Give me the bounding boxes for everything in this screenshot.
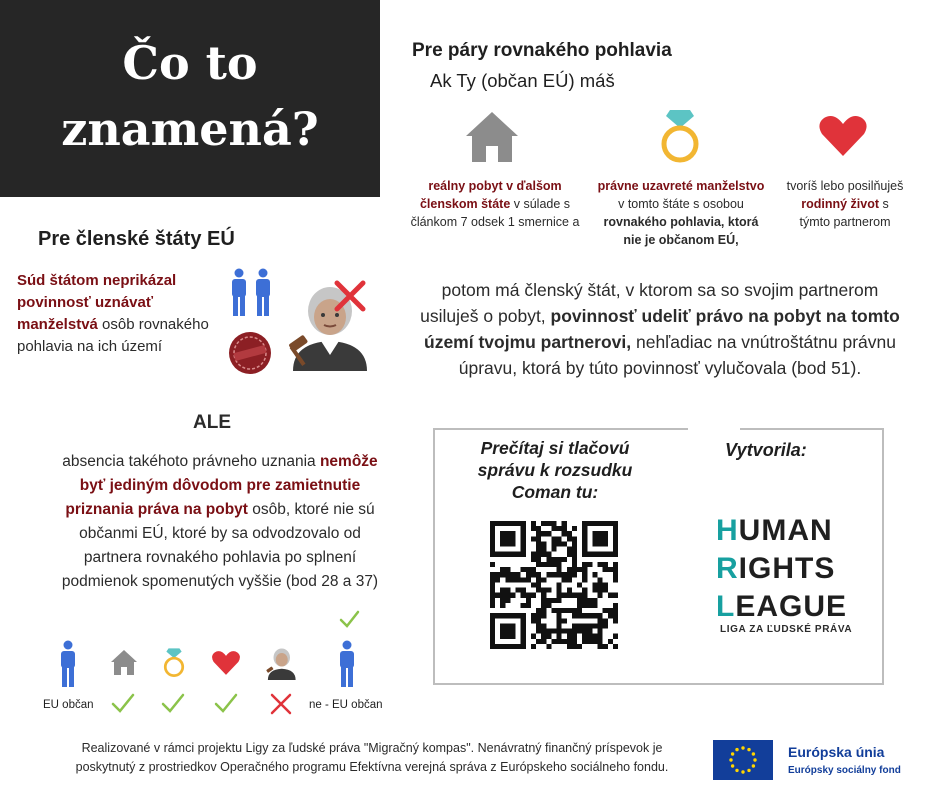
court-statement [17, 270, 217, 358]
pairs-subheading: Ak Ty (občan EÚ) máš [430, 70, 615, 91]
ring-icon-small [162, 646, 186, 678]
non-eu-citizen-label: ne - EU občan [309, 699, 383, 711]
person-icon-non-eu [337, 640, 357, 688]
consequence-bold: povinnosť udeliť právo na pobyt na tomto území tvojmu partnerovi, [424, 306, 900, 352]
condition-family-life [785, 177, 905, 231]
condition-marriage-text: v tomto štáte s osobou [618, 197, 744, 211]
stamp-icon [228, 331, 272, 375]
eu-name: Európska únia [788, 744, 885, 760]
check-icon-top [338, 608, 360, 630]
pairs-heading: Pre páry rovnakého pohlavia [412, 40, 672, 61]
footer-line-2: poskytnutý z prostriedkov Operačného programu Efektívna verejná správa z Európskeho sociálneho fondu. [75, 760, 669, 774]
condition-residence-text: v súlade s článkom 7 odsek 1 smernice a [410, 197, 580, 229]
condition-family-text: s týmto partnerom [799, 197, 891, 229]
heart-icon-small [211, 650, 241, 676]
box-gap [688, 424, 740, 432]
hrl-logo [716, 512, 847, 626]
cross-icon-small [268, 691, 294, 717]
house-icon-small [110, 648, 138, 676]
eu-star [735, 748, 738, 751]
hrl-line-3: LEAGUE [716, 590, 848, 623]
footer-line-1: Realizované v rámci projektu Ligy za ľudské práva "Migračný kompas". Nenávratný finančný príspevok je [81, 741, 663, 755]
hrl-line-1: HUMAN [716, 514, 833, 547]
ale-text-pre: absencia takéhoto právneho uznania [62, 453, 316, 470]
condition-family-pre: tvoríš lebo posilňuješ [786, 179, 904, 193]
eu-star [747, 748, 750, 751]
check-icon-1 [110, 691, 136, 715]
check-icon-2 [160, 691, 186, 715]
eu-star [753, 758, 756, 761]
title-line-2: znamená? [61, 102, 319, 156]
consequence-text [420, 277, 900, 381]
press-release-label: Prečítaj si tlačovú správu k rozsudku Coman tu: [477, 438, 633, 502]
eu-citizen-label: EU občan [43, 699, 94, 711]
eu-star [741, 746, 744, 749]
two-persons-icon [228, 268, 276, 318]
ale-body [50, 450, 390, 594]
cross-icon [332, 278, 368, 314]
condition-residence [410, 177, 580, 231]
ale-text-post: osôb, ktoré nie sú občanmi EÚ, ktoré by sa odvodzovalo od partnera rovnakého pohlavia po splnení podmienok spomenutých vyššie (bod 28 a 37) [61, 501, 379, 590]
title-line-1: Čo to [122, 36, 258, 90]
house-icon [464, 108, 520, 164]
footer-text [38, 739, 706, 777]
eu-star [731, 752, 734, 755]
eu-star [729, 758, 732, 761]
check-icon-3 [213, 691, 239, 715]
court-rest: osôb rovnakého pohlavia na ich území [17, 316, 209, 355]
condition-residence-bold: reálny pobyt v ďalšom členskom štáte [419, 179, 562, 211]
consequence-pre: potom má členský štát, v ktorom sa so svojim partnerom usiluješ o pobyt, [420, 280, 879, 326]
page-title [0, 30, 380, 162]
condition-family-bold: rodinný život [801, 197, 880, 211]
condition-marriage-bold: právne uzavreté manželstvo [597, 179, 765, 193]
condition-marriage [596, 177, 766, 249]
hrl-subtitle: LIGA ZA ĽUDSKÉ PRÁVA [720, 624, 853, 635]
eu-flag-icon [713, 740, 773, 780]
hrl-line-2: RIGHTS [716, 552, 836, 585]
consequence-post: nehľadiac na vnútroštátnu právnu úpravu, ktorá by túto povinnosť vylučovala (bod 51). [458, 332, 896, 378]
condition-marriage-bold-2: rovnakého pohlavia, ktorá nie je občanom EÚ, [603, 215, 759, 247]
ale-heading: ALE [193, 412, 231, 433]
members-heading: Pre členské štáty EÚ [38, 228, 235, 250]
eu-star [735, 769, 738, 772]
ring-icon [658, 106, 702, 164]
person-icon-eu [58, 640, 78, 688]
eu-star [731, 764, 734, 767]
heart-icon [818, 114, 868, 158]
court-bold: Súd štátom neprikázal povinnosť uznávať manželstvá [17, 272, 177, 333]
judge-icon-small [263, 644, 299, 680]
eu-fund: Európsky sociálny fond [788, 765, 901, 776]
eu-star [747, 769, 750, 772]
created-by-label: Vytvorila: [725, 440, 807, 460]
ale-text-bold: nemôže byť jediným dôvodom pre zamietnutie priznania práva na pobyt [65, 453, 378, 518]
eu-star [741, 770, 744, 773]
eu-star [752, 752, 755, 755]
eu-star [752, 764, 755, 767]
qr-code[interactable] [490, 521, 618, 649]
